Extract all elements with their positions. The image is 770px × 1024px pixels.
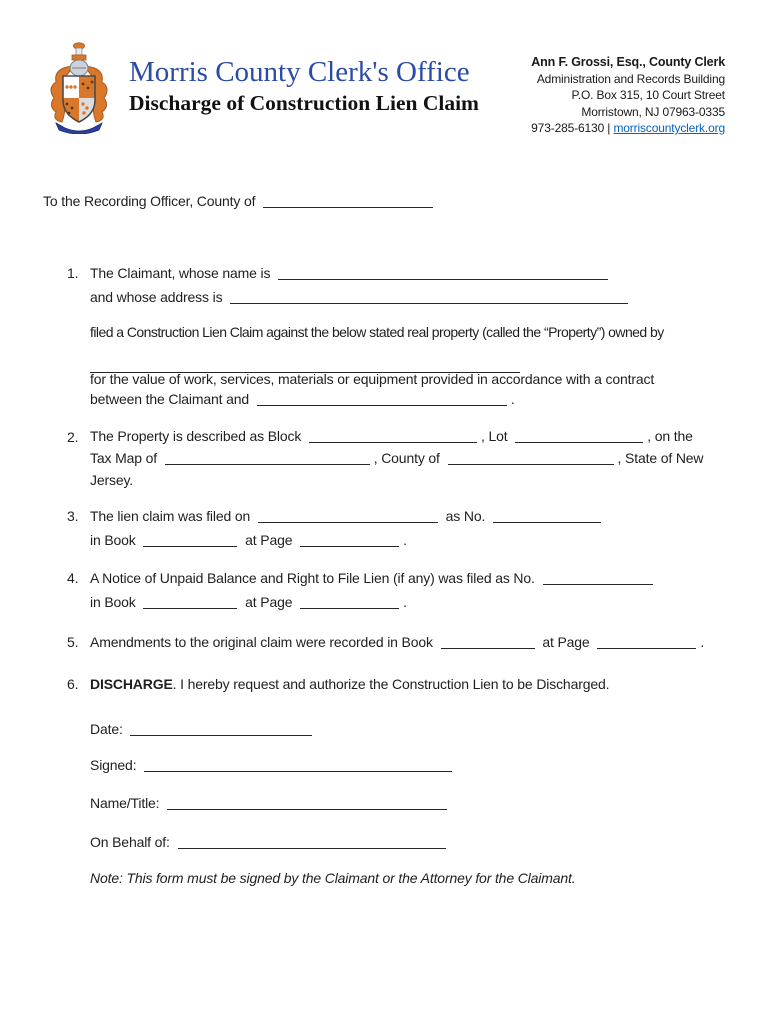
lien-claim-number-field[interactable] bbox=[493, 522, 601, 523]
claimant-name-label: The Claimant, whose name is bbox=[90, 264, 271, 281]
lien-filed-line bbox=[90, 504, 725, 528]
lien-book-page-line bbox=[90, 528, 725, 552]
morris-county-crest-logo bbox=[43, 42, 115, 134]
signature-block bbox=[90, 718, 725, 854]
crest-tower bbox=[76, 48, 82, 55]
form-title: Discharge of Construction Lien Claim bbox=[129, 91, 479, 115]
amendments-page-field[interactable] bbox=[597, 648, 696, 649]
crest-shield-quarters bbox=[63, 76, 95, 124]
nub-number-field[interactable] bbox=[543, 584, 653, 585]
signed-label: Signed: bbox=[90, 756, 137, 773]
contact-address-line3: Morristown, NJ 07963-0335 bbox=[581, 104, 725, 119]
date-line bbox=[90, 718, 725, 741]
amendments-line bbox=[90, 630, 725, 654]
lien-filed-date-field[interactable] bbox=[258, 522, 438, 523]
jersey-text: Jersey. bbox=[90, 471, 134, 488]
county-of-field[interactable] bbox=[263, 207, 433, 208]
item-3-number: 3. bbox=[67, 507, 79, 524]
property-owner-line bbox=[90, 358, 725, 366]
salutation-text: To the Recording Officer, County of bbox=[43, 192, 256, 209]
date-field[interactable] bbox=[130, 735, 312, 736]
tax-map-field[interactable] bbox=[165, 464, 370, 465]
contact-address-line2: P.O. Box 315, 10 Court Street bbox=[571, 88, 725, 102]
nub-book-page-line bbox=[90, 590, 725, 614]
salutation-line bbox=[43, 189, 725, 213]
state-text: , State of New bbox=[617, 449, 704, 466]
form-header bbox=[43, 42, 725, 137]
lien-page-field[interactable] bbox=[300, 546, 399, 547]
as-no-label: as No. bbox=[445, 507, 486, 524]
county-label: , County of bbox=[373, 449, 440, 466]
crest-battlement bbox=[72, 55, 86, 60]
date-label: Date: bbox=[90, 720, 123, 737]
tax-map-line bbox=[90, 447, 725, 469]
contract-party-field[interactable] bbox=[257, 405, 507, 406]
page-label: at Page bbox=[245, 593, 293, 610]
lien-book-field[interactable] bbox=[143, 546, 237, 547]
period: . bbox=[700, 633, 705, 650]
period: . bbox=[403, 531, 407, 548]
item-5-number: 5. bbox=[67, 633, 79, 650]
amendments-book-field[interactable] bbox=[441, 648, 535, 649]
item-2-number: 2. bbox=[67, 428, 79, 445]
office-title: Morris County Clerk's Office bbox=[129, 56, 470, 88]
title-block bbox=[129, 42, 479, 116]
item-2 bbox=[67, 425, 725, 491]
item-4-number: 4. bbox=[67, 569, 79, 586]
discharge-label: DISCHARGE bbox=[90, 675, 173, 692]
discharge-line bbox=[90, 672, 725, 696]
page-label: at Page bbox=[245, 531, 293, 548]
item-1-number: 1. bbox=[67, 264, 79, 281]
contact-address-line1: Administration and Records Building bbox=[536, 71, 725, 86]
claimant-name-field[interactable] bbox=[278, 279, 608, 280]
book-label: in Book bbox=[90, 593, 136, 610]
contact-block bbox=[531, 42, 725, 137]
signed-field[interactable] bbox=[144, 771, 452, 772]
item-6-number: 6. bbox=[67, 675, 79, 692]
unpaid-balance-label: A Notice of Unpaid Balance and Right to File Lien (if any) was filed as No. bbox=[90, 569, 535, 586]
filed-claim-text: filed a Construction Lien Claim against the below stated real property (called the “Property”) owned by bbox=[90, 323, 664, 340]
items-list bbox=[67, 261, 725, 696]
claimant-name-line bbox=[90, 261, 725, 285]
lot-field[interactable] bbox=[515, 442, 643, 443]
unpaid-balance-line bbox=[90, 566, 725, 590]
item-6 bbox=[67, 672, 725, 696]
on-behalf-line bbox=[90, 831, 725, 854]
claimant-address-line bbox=[90, 285, 725, 309]
on-behalf-label: On Behalf of: bbox=[90, 833, 170, 850]
property-owner-field[interactable] bbox=[90, 372, 520, 373]
clerk-name: Ann F. Grossi, Esq., County Clerk bbox=[531, 55, 725, 69]
period: . bbox=[510, 390, 515, 407]
signing-note: Note: This form must be signed by the Claimant or the Attorney for the Claimant. bbox=[90, 869, 576, 886]
contract-party-label: between the Claimant and bbox=[90, 390, 250, 407]
contact-phone-line bbox=[531, 120, 725, 137]
value-text: for the value of work, services, materials or equipment provided in accordance with a contract bbox=[90, 370, 655, 387]
page-label: at Page bbox=[542, 633, 590, 650]
contract-party-line bbox=[90, 389, 725, 409]
lot-label: , Lot bbox=[480, 427, 508, 444]
crest-ribbon bbox=[56, 123, 102, 134]
item-3 bbox=[67, 504, 725, 552]
on-the-text: , on the bbox=[647, 427, 693, 444]
nub-page-field[interactable] bbox=[300, 608, 399, 609]
nub-book-field[interactable] bbox=[143, 608, 237, 609]
block-field[interactable] bbox=[309, 442, 477, 443]
amendments-label: Amendments to the original claim were recorded in Book bbox=[90, 633, 433, 650]
period: . bbox=[403, 593, 407, 610]
block-label: The Property is described as Block bbox=[90, 427, 302, 444]
county-field[interactable] bbox=[448, 464, 614, 465]
claimant-address-label: and whose address is bbox=[90, 288, 223, 305]
item-4 bbox=[67, 566, 725, 614]
name-title-field[interactable] bbox=[167, 809, 447, 810]
lien-filed-label: The lien claim was filed on bbox=[90, 507, 251, 524]
item-1 bbox=[67, 261, 725, 409]
name-title-label: Name/Title: bbox=[90, 794, 160, 811]
property-block-line bbox=[90, 425, 725, 447]
on-behalf-field[interactable] bbox=[178, 848, 446, 849]
discharge-text: . I hereby request and authorize the Construction Lien to be Discharged. bbox=[172, 675, 610, 692]
claimant-address-field[interactable] bbox=[230, 303, 628, 304]
book-label: in Book bbox=[90, 531, 136, 548]
website-link[interactable]: morriscountyclerk.org bbox=[613, 121, 725, 135]
item-5 bbox=[67, 630, 725, 654]
contact-phone: 973-285-6130 bbox=[531, 121, 605, 135]
contact-separator: | bbox=[607, 121, 611, 135]
tax-map-label: Tax Map of bbox=[90, 449, 157, 466]
name-title-line bbox=[90, 792, 725, 815]
signed-line bbox=[90, 754, 725, 777]
